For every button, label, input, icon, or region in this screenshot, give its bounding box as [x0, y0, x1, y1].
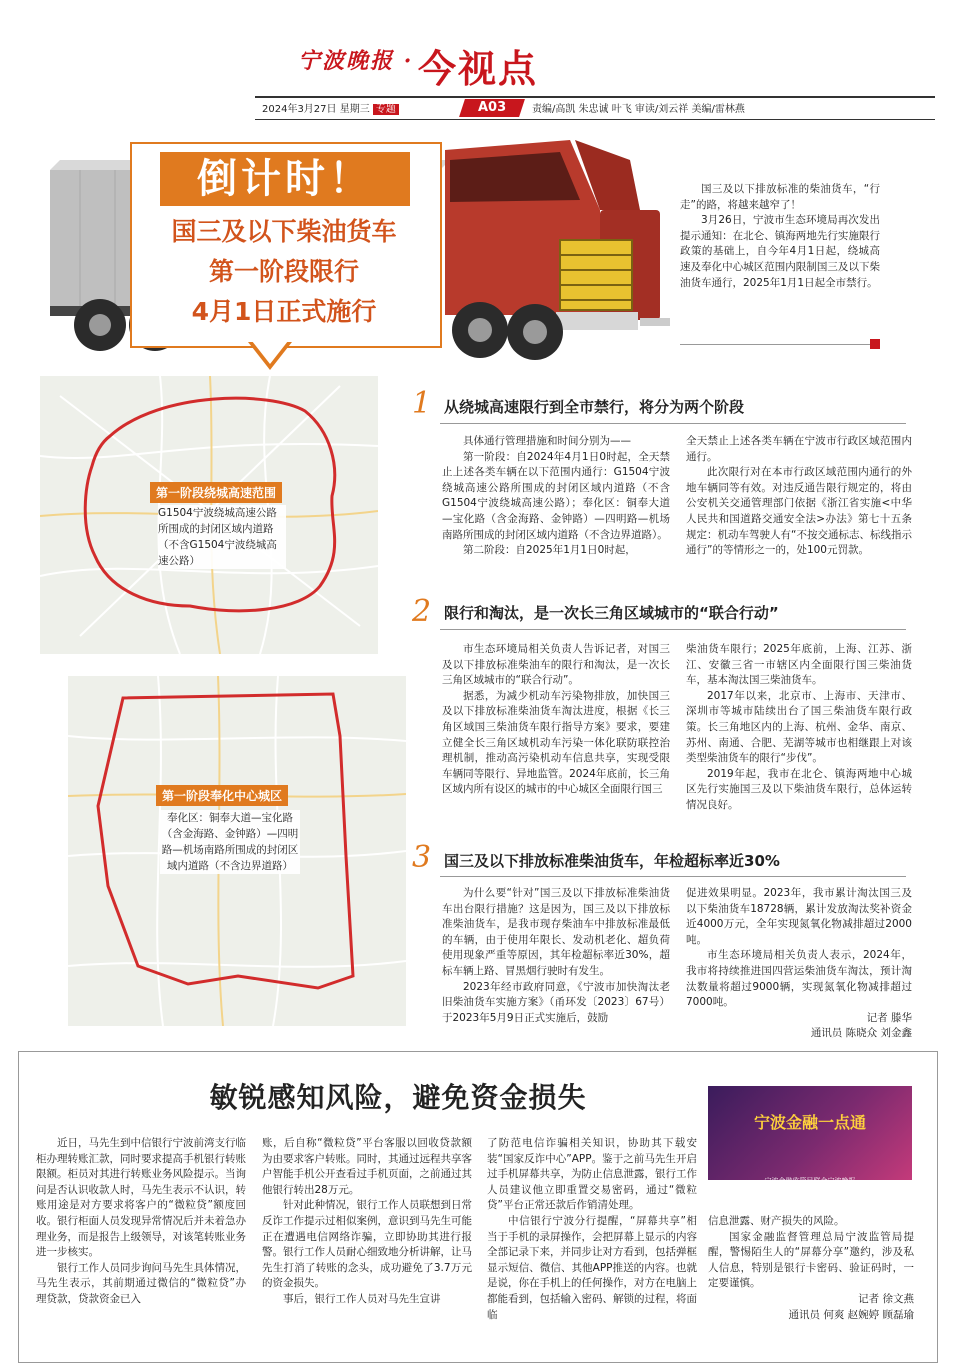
headline-line-1: 国三及以下柴油货车 [171, 217, 397, 246]
headline-line-3: 4月1日正式施行 [191, 297, 377, 326]
byline-reporter: 记者 徐文燕 [858, 1292, 914, 1305]
finance-column-4 [708, 1214, 914, 1323]
byline-reporter: 记者 滕华 [866, 1011, 912, 1024]
editor-credits: 责编/高凯 朱忠诚 叶飞 审读/刘云祥 美编/雷林燕 [532, 104, 745, 115]
section-2-number: 2 [412, 594, 432, 629]
finance-article-title: 敏锐感知风险，避免资金损失 [209, 1081, 587, 1114]
byline-correspondent: 通讯员 何爽 赵婉婷 顾磊瑜 [788, 1308, 914, 1321]
paragraph: 事后，银行工作人员对马先生宣讲 [283, 1292, 441, 1305]
intro-end-mark [870, 339, 880, 349]
newspaper-brand: 宁波晚报 · [298, 48, 414, 74]
section-2-title: 限行和淘汰，是一次长三角区域城市的“联合行动” [444, 604, 779, 622]
paragraph: 了防范电信诈骗相关知识，协助其下载安装“国家反诈中心”APP。鉴于之前马先生开启过手机屏幕共享，为防止信息泄露，银行工作人员建议他立即重置交易密码，通过“微粒贷”平台正常还款后作销清处理。 [487, 1137, 697, 1212]
issue-date: 2024年3月27日 星期三 专题 [262, 100, 399, 115]
section-1-column-1 [442, 434, 670, 559]
finance-column-2 [262, 1136, 472, 1308]
ring-road-map-desc: G1504宁波绕城高速公路所围成的封闭区域内道路（不含G1504宁波绕城高速公路） [158, 505, 286, 569]
section-1-rule [440, 423, 906, 424]
section-3-number: 3 [412, 840, 432, 875]
finance-column-logo-text: 宁波金融一点通 [753, 1113, 866, 1132]
finance-column-logo-sub: 宁波金融监管局联合宁波晚报 [764, 1177, 856, 1185]
section-3-title: 国三及以下排放标准柴油货车，年检超标率近30% [444, 852, 780, 870]
byline-correspondent: 通讯员 陈晓众 刘金鑫 [810, 1027, 912, 1040]
finance-column-3 [487, 1136, 697, 1323]
header-rule-bottom [255, 119, 935, 120]
section-3-column-2 [686, 886, 912, 1042]
paragraph: 2017年以来，北京市、上海市、天津市、深圳市等城市陆续出台了国三柴油货车限行政策。长三角地区内的上海、杭州、金华、南京、苏州、南通、合肥、芜湖等城市也相继跟上对该类型柴油货车的限行“步伐”。 [686, 689, 912, 765]
headline-pointer-inner [252, 341, 288, 364]
paragraph: 针对此种情况，银行工作人员联想到日常反诈工作提示过相似案例，意识到马先生可能正在遭遇电信网络诈骗，立即协助其进行报警。银行工作人员耐心细致地分析讲解，让马先生打消了转账的念头，成功避免了3.7万元的资金损失。 [262, 1199, 472, 1290]
header-rule [255, 96, 935, 98]
paragraph: 2023年经市政府同意，《宁波市加快淘汰老旧柴油货车实施方案》（甬环发〔2023〕67号）于2023年5月9日正式实施后，鼓励 [442, 980, 670, 1024]
paragraph: 近日，马先生到中信银行宁波前湾支行临柜办理转账汇款，同时要求提高手机银行转账限额。柜员对其进行转账业务风险提示。当询问是否认识收款人时，马先生表示不认识，转账用途是对方要求将客户的“微粒贷”额度回收。银行柜面人员发现异常情况后并未着急办理业务，而是报告上级领导，对该笔转账业务进一步核实。 [36, 1137, 246, 1259]
paragraph: 具体通行管理措施和时间分别为—— [463, 435, 631, 447]
intro-paragraph: 3月26日，宁波市生态环境局再次发出提示通知：在北仑、镇海两地先行实施限行政策的基础上，自今年4月1日起，绕城高速及奉化中心城区范围内限制国三及以下柴油货车通行，2025年1月1日起全市禁行。 [680, 214, 880, 289]
section-3-rule [440, 876, 906, 877]
intro-rule [680, 344, 880, 345]
headline-line-2: 第一阶段限行 [208, 257, 359, 286]
section-1-number: 1 [412, 386, 432, 421]
section-2-rule [440, 629, 906, 630]
paragraph: 国家金融监督管理总局宁波监管局提醒，警惕陌生人的“屏幕分享”邀约，涉及私人信息，特别是银行卡密码、验证码时，一定要谨慎。 [708, 1230, 914, 1290]
section-1-column-2 [686, 434, 912, 559]
finance-column-1 [36, 1136, 246, 1308]
paragraph: 第一阶段：自2024年4月1日0时起，全天禁止上述各类车辆在以下范围内通行：G1504宁波绕城高速公路所围成的封闭区域内道路（不含G1504宁波绕城高速公路）；奉化区：铜奉大道—宝化路（含金海路、金钟路）—四明路—机场南路所围成的封闭区域内道路（不含边界道路）。 [442, 450, 670, 541]
page-number: A03 [459, 99, 525, 117]
section-tag: 专题 [373, 104, 399, 115]
fenghua-map-desc: 奉化区：铜奉大道—宝化路（含金海路、金钟路）—四明路—机场南路所围成的封闭区域内道路（不含边界道路） [161, 812, 299, 872]
paragraph: 据悉，为减少机动车污染物排放，加快国三及以下排放标准柴油货车淘汰进度，根据《长三角区域国三柴油货车限行指导方案》要求，要建立健全长三角区域机动车污染一体化联防联控治理机制，推动高污染机动车信息共享，实现受限车辆同等限行、异地监管。2024年底前，长三角区域内所有设区的城市的中心城区全面限行国三 [442, 689, 670, 796]
paragraph: 促进效果明显。2023年，我市累计淘汰国三及以下柴油货车18728辆，累计发放淘汰奖补资金近4000万元，全年实现氮氧化物减排超过2000吨。 [686, 887, 912, 946]
fenghua-map-label: 第一阶段奉化中心城区 [156, 785, 288, 806]
section-3-column-1 [442, 886, 670, 1026]
section-2-column-1 [442, 642, 670, 798]
paragraph: 市生态环境局相关负责人告诉记者，对国三及以下排放标准柴油车的限行和淘汰，是一次长三角区域城市的“联合行动”。 [442, 643, 670, 687]
section-1-title: 从绕城高速限行到全市禁行，将分为两个阶段 [444, 398, 745, 416]
paragraph: 中信银行宁波分行提醒，“屏幕共享”相当于手机的录屏操作，会把屏幕上显示的内容全部记录下来，并同步让对方看到，包括弹框显示短信、微信、其他APP推送的内容。也就是说，你在手机上的任何操作，对方在电脑上都能看到，包括输入密码、解锁的过程，将面临 [487, 1214, 697, 1321]
paragraph: 全天禁止上述各类车辆在宁波市行政区域范围内通行。 [686, 435, 912, 463]
ring-road-map-label: 第一阶段绕城高速范围 [150, 482, 282, 503]
paragraph: 账，后自称“微粒贷”平台客服以回收贷款额为由要求客户转账。同时，其通过远程共享客户智能手机公开查看过手机页面，之前通过其他银行转出28万元。 [262, 1137, 472, 1196]
paragraph: 银行工作人员同步询问马先生具体情况，马先生表示，其前期通过微信的“微粒贷”办理贷款，贷款资金已入 [36, 1261, 246, 1305]
section-2-column-2 [686, 642, 912, 814]
paragraph: 市生态环境局相关负责人表示，2024年，我市将持续推进国四营运柴油货车淘汰，预计淘汰数量将超过9000辆，实现氮氧化物减排超过7000吨。 [686, 949, 912, 1009]
paragraph: 第二阶段：自2025年1月1日0时起， [463, 544, 636, 557]
paragraph: 2019年起，我市在北仑、镇海两地中心城区先行实施国三及以下柴油货车限行，总体运转情况良好。 [686, 767, 912, 811]
section-title: 今视点 [418, 47, 539, 91]
finance-column-logo [708, 1086, 912, 1180]
headline-main: 倒计时！ [197, 156, 373, 202]
intro-paragraph: 国三及以下排放标准的柴油货车，“行走”的路，将越来越窄了！ [680, 183, 880, 211]
paragraph: 柴油货车限行；2025年底前，上海、江苏、浙江、安徽三省一市辖区内全面限行国三柴油货车，基本淘汰国三柴油货车。 [686, 643, 912, 687]
paragraph: 为什么要“针对”国三及以下排放标准柴油货车出台限行措施？这是因为，国三及以下排放标准柴油货车，是我市现存柴油车中排放标准最低的车辆，由于使用年限长、发动机老化、超负荷使用现象严重等原因，其年检超标率近30%，超标车辆上路、冒黑烟行驶时有发生。 [442, 887, 670, 977]
paragraph: 信息泄露、财产损失的风险。 [708, 1215, 845, 1227]
intro-text [680, 182, 880, 291]
paragraph: 此次限行对在本市行政区域范围内通行的外地车辆同等有效。对违反通告限行规定的，将由公安机关交通管理部门依据《浙江省实施<中华人民共和国道路交通安全法>办法》第七十五条规定：机动车驾驶人有“不按交通标志、标线指示通行”的等情形之一的，处100元罚款。 [686, 466, 912, 557]
